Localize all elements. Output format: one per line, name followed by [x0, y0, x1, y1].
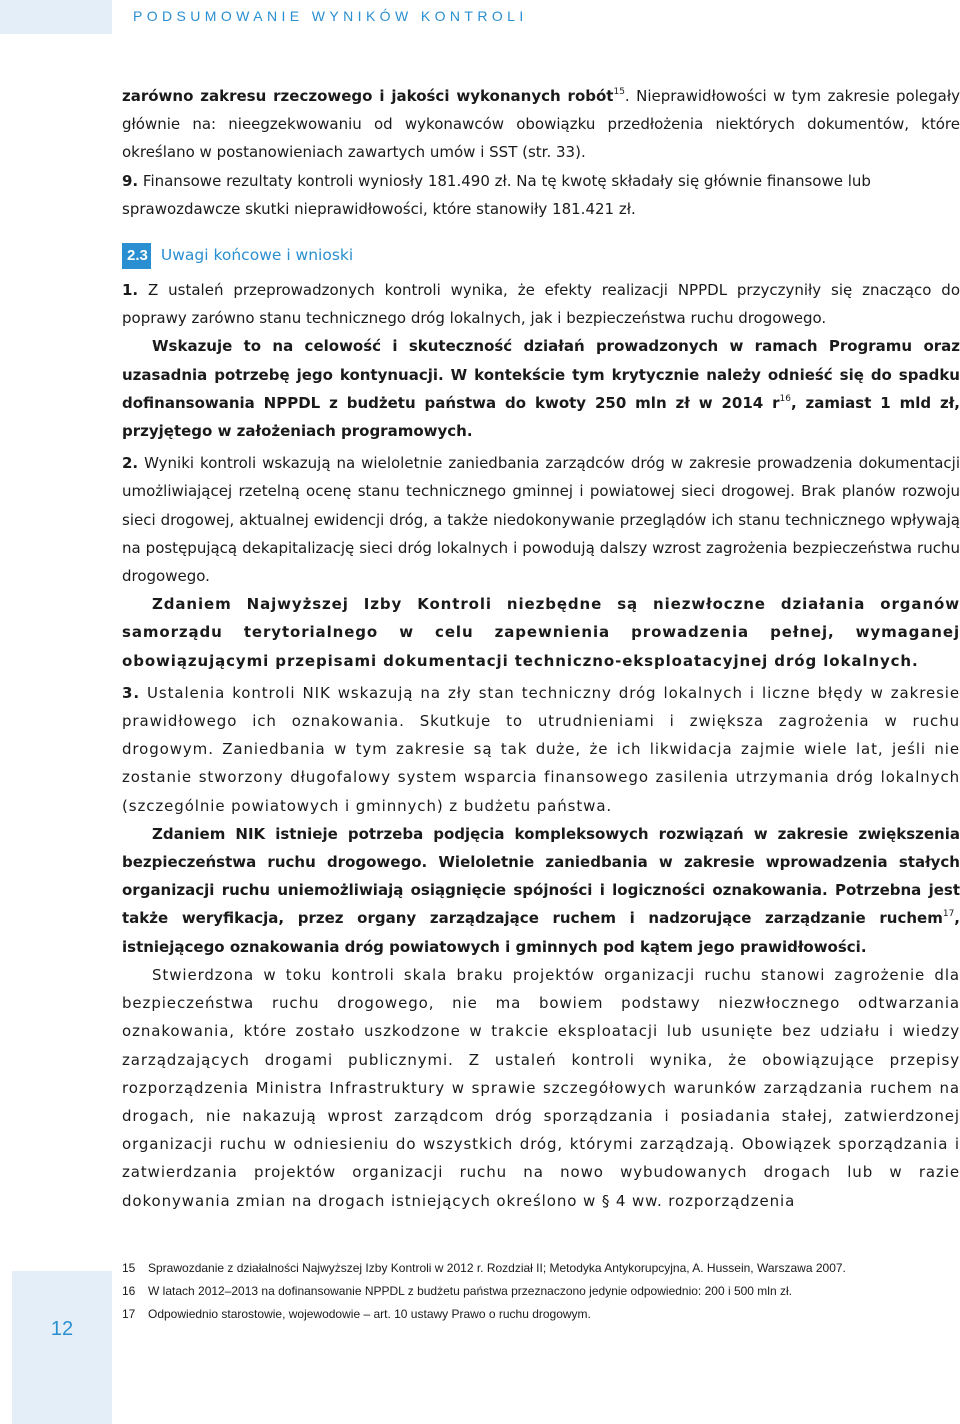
body-text: Z ustaleń przeprowadzonych kontroli wynika, że efekty realizacji NPPDL przyczyniły się znacząco do poprawy zarówno stanu technicznego dróg lokalnych, jak i bezpieczeństwa ruchu drogowego.: [122, 281, 960, 328]
body-text: Ustalenia kontroli NIK wskazują na zły stan techniczny dróg lokalnych i liczne błędy w zakresie prawidłowego ich oznakowania. Skutkuje to utrudnieniami i zwiększa zagrożenia w ruchu drogowym. Zaniedbania w tym zakresie są tak duże, że ich likwidacja zajmie wiele lat, jeśli nie zostanie stworzony długofalowy system wsparcia finansowego zasilenia utrzymania dróg lokalnych (szczególnie powiatowych i gminnych) z budżetu państwa.: [122, 683, 960, 815]
main-content: [122, 82, 960, 1215]
bold-text: , istniejącego oznakowania dróg powiatowych i gminnych pod kątem jego prawidłowości.: [122, 909, 960, 956]
footnote-ref-16[interactable]: 16: [779, 393, 791, 404]
page-number-box: [12, 1271, 112, 1424]
footnote: [122, 1257, 960, 1280]
footnote-number: 15: [122, 1261, 136, 1275]
footnote: [122, 1303, 960, 1326]
section-number: 2.3: [122, 243, 151, 269]
body-text: Wyniki kontroli wskazują na wieloletnie zaniedbania zarządców dróg w zakresie prowadzenia dokumentacji umożliwiającej rzetelną ocenę stanu technicznego gminnej i powiatowej sieci drogowej. Brak planów rozwoju sieci drogowej, aktualnej ewidencji dróg, a także niedokonywanie przeglądów ich stanu technicznego wpływają na postępującą dekapitalizację sieci dróg lokalnych i powodują dalszy wzrost zagrożenia bezpieczeństwa ruchu drogowego.: [122, 454, 960, 586]
item-number: 3.: [122, 683, 140, 702]
body-text: . Nieprawidłowości w tym zakresie polegały głównie na: nieegzekwowaniu od wykonawców obowiązku przedłożenia niektórych dokumentów, które określano w postanowieniach zawartych umów i SST (str. 33).: [122, 87, 960, 162]
footnote-number: 17: [122, 1307, 136, 1321]
item-number: 2.: [122, 454, 139, 473]
bold-text: Wskazuje to na celowość i skuteczność działań prowadzonych w ramach Programu oraz uzasadnia potrzebę jego kontynuacji. W kontekście tym krytycznie należy odnieść się do spadku dofinansowania NPPDL z budżetu państwa do kwoty 250 mln zł w 2014 r: [122, 337, 960, 412]
bold-text: zarówno zakresu rzeczowego i jakości wykonanych robót: [122, 87, 614, 105]
footnote-text: Odpowiednio starostowie, wojewodowie – art. 10 ustawy Prawo o ruchu drogowym.: [148, 1307, 591, 1321]
conclusion-1-emphasis: [122, 332, 960, 445]
section-heading: [122, 242, 960, 268]
bold-text: Zdaniem NIK istnieje potrzeba podjęcia kompleksowych rozwiązań w zakresie zwiększenia bezpieczeństwa ruchu drogowego. Wieloletnie zaniedbania w zakresie wprowadzenia stałych organizacji ruchu uniemożliwiają osiągnięcie spójności i logiczności oznakowania. Potrzebna jest także weryfikacja, przez organy zarządzające ruchem i nadzorujące zarządzanie ruchem: [122, 824, 960, 928]
item-number: 1.: [122, 281, 139, 300]
conclusion-1: [122, 276, 960, 332]
conclusion-3: [122, 679, 960, 820]
footnotes: [122, 1257, 960, 1326]
footnote-text: Sprawozdanie z działalności Najwyższej Izby Kontroli w 2012 r. Rozdział II; Metodyka Antykorupcyjna, A. Hussein, Warszawa 2007.: [148, 1261, 846, 1275]
body-text: Finansowe rezultaty kontroli wyniosły 181.490 zł. Na tę kwotę składały się głównie finansowe lub sprawozdawcze skutki nieprawidłowości, które stanowiły 181.421 zł.: [122, 171, 871, 218]
header-accent-bar: [0, 0, 112, 34]
conclusion-3-emphasis: [122, 820, 960, 961]
paragraph-9: [122, 167, 960, 223]
paragraph-continuation: [122, 82, 960, 167]
footnote: [122, 1280, 960, 1303]
conclusion-2-emphasis: Zdaniem Najwyższej Izby Kontroli niezbędne są niezwłoczne działania organów samorządu terytorialnego w celu zapewnienia prowadzenia pełnej, wymaganej obowiązującymi przepisami dokumentacji techniczno-eksploatacyjnej dróg lokalnych.: [122, 595, 960, 670]
running-header: PODSUMOWANIE WYNIKÓW KONTROLI: [133, 8, 528, 24]
item-number: 9.: [122, 171, 139, 190]
footnote-ref-17[interactable]: 17: [942, 909, 955, 920]
footnote-ref-15[interactable]: 15: [613, 87, 625, 97]
section-title: Uwagi końcowe i wnioski: [160, 246, 354, 265]
page-number: 12: [50, 1318, 74, 1340]
conclusion-2: [122, 449, 960, 590]
bold-text: , zamiast 1 mld zł, przyjętego w założeniach programowych.: [122, 393, 960, 441]
footnote-number: 16: [122, 1284, 136, 1298]
conclusion-3-closing: Stwierdzona w toku kontroli skala braku projektów organizacji ruchu stanowi zagrożenie dla bezpieczeństwa ruchu drogowego, nie ma bowiem podstawy niezwłocznego odtwarzania oznakowania, które zostało uszkodzone w trakcie eksploatacji lub usunięte bez udziału i wiedzy zarządzających drogami publicznymi. Z ustaleń kontroli wynika, że obowiązujące przepisy rozporządzenia Ministra Infrastruktury w sprawie szczegółowych warunków zarządzania ruchem na drogach, nie nakazują wprost zarządcom dróg sporządzania i posiadania stałej, zatwierdzonej organizacji ruchu w odniesieniu do wszystkich dróg, którymi zarządzają. Obowiązek sporządzania i zatwierdzania projektów organizacji ruchu na nowo wybudowanych drogach lub w razie dokonywania zmian na drogach istniejących określono w § 4 ww. rozporządzenia: [122, 965, 960, 1210]
footnote-text: W latach 2012–2013 na dofinansowanie NPPDL z budżetu państwa przeznaczono jedynie odpowiednio: 200 i 500 mln zł.: [148, 1284, 792, 1298]
